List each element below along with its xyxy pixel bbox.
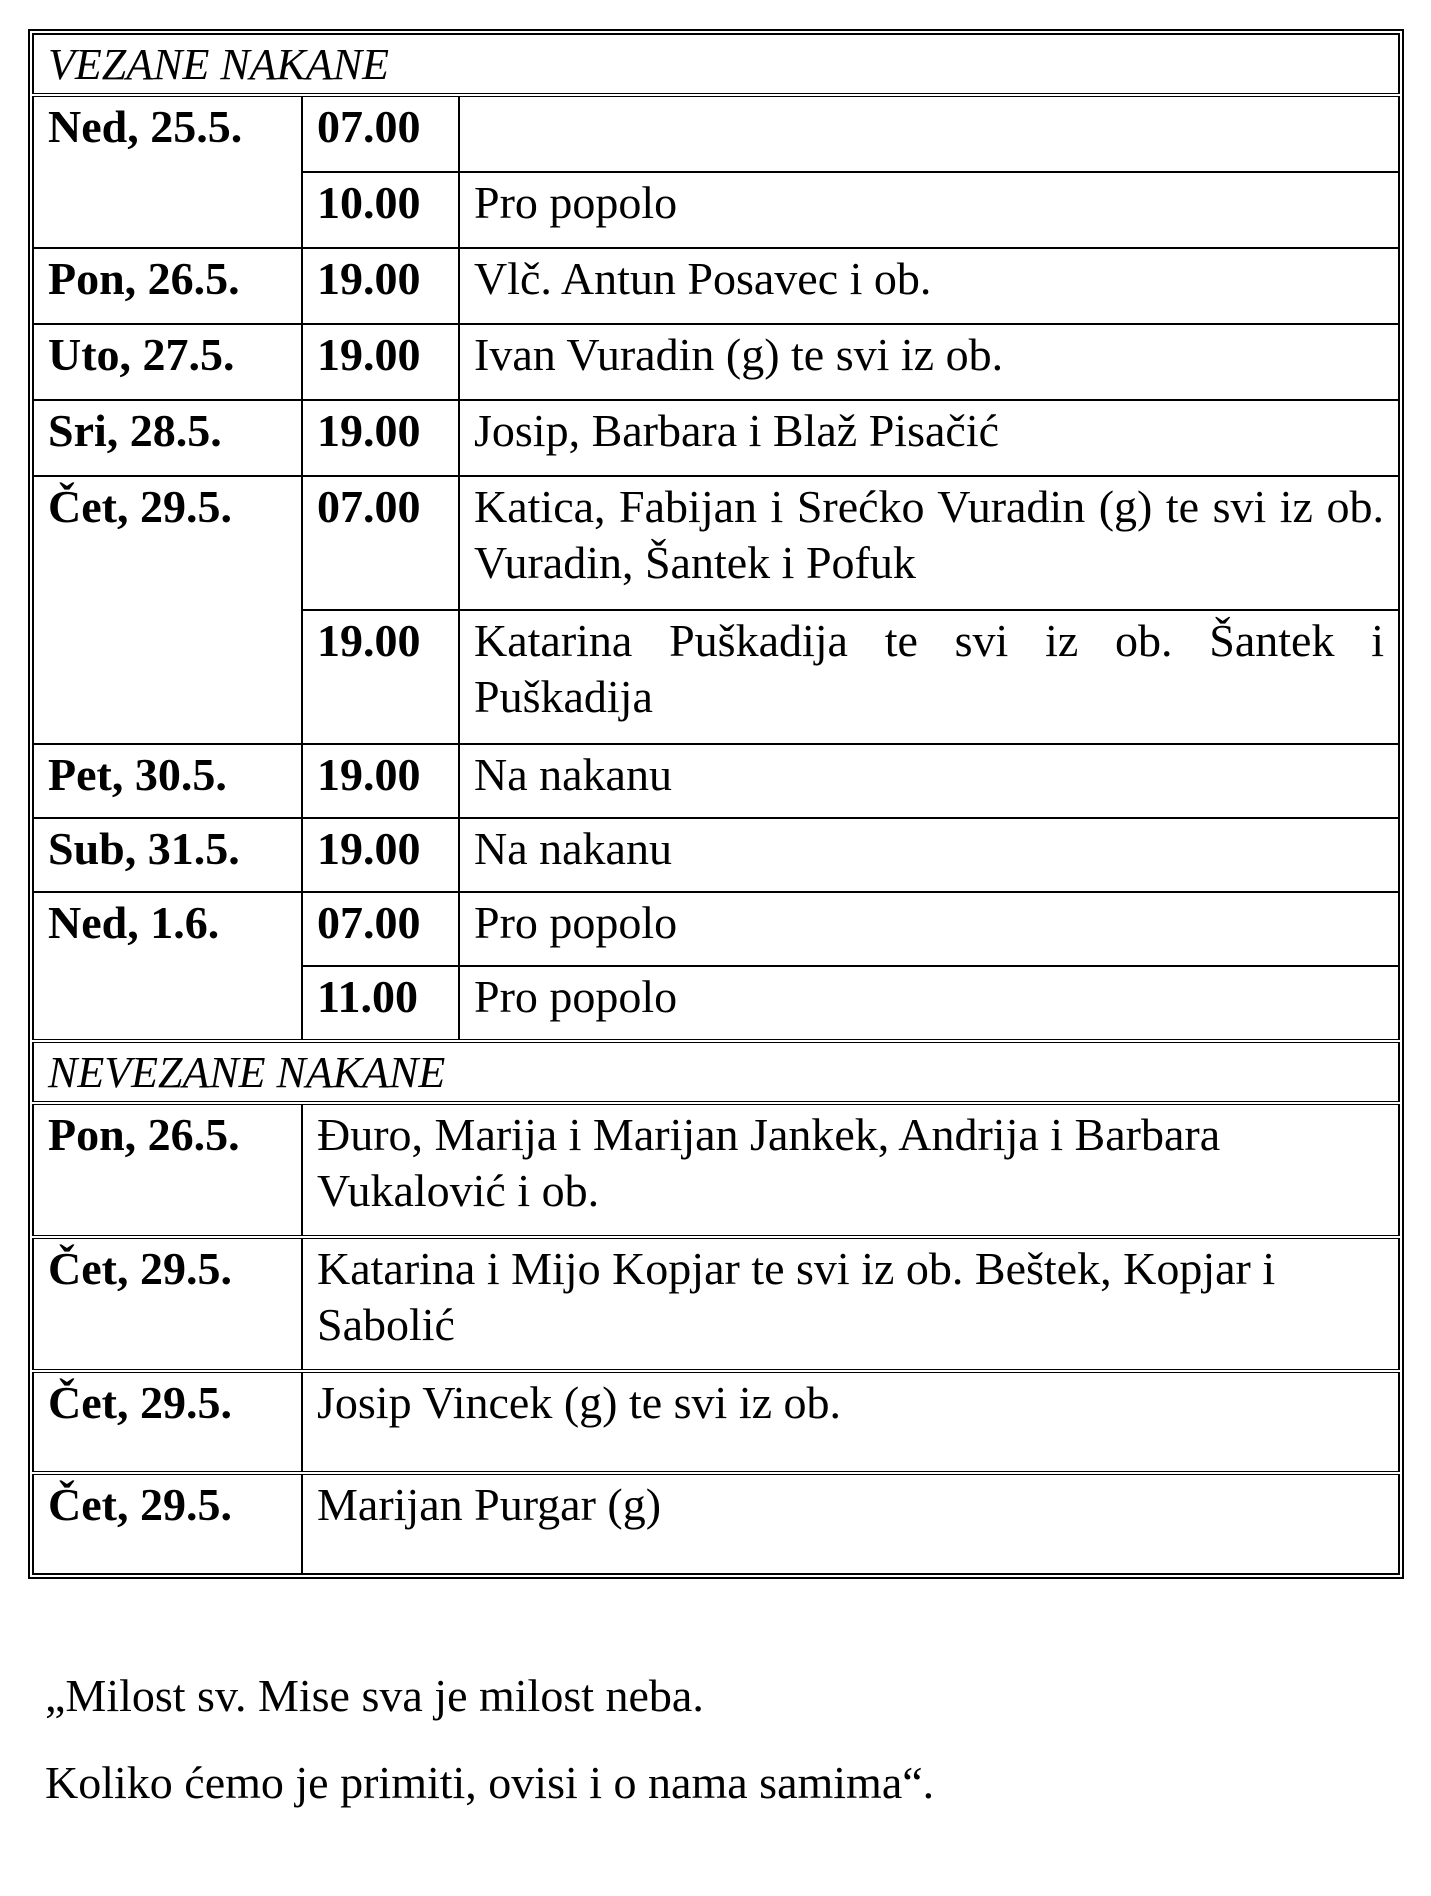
day-cell: Pon, 26.5.: [33, 248, 302, 324]
intent-cell: Pro popolo: [459, 966, 1399, 1041]
time-cell: 19.00: [302, 400, 459, 476]
intent-cell: Na nakanu: [459, 744, 1399, 818]
intent-cell: Josip, Barbara i Blaž Pisačić: [459, 400, 1399, 476]
quote-line-2: Koliko ćemo je primiti, ovisi i o nama samima“.: [45, 1757, 935, 1808]
day-cell: Čet, 29.5.: [33, 1237, 302, 1371]
table-row: [33, 324, 1399, 400]
table-row: [33, 248, 1399, 324]
time-cell: 19.00: [302, 324, 459, 400]
day-cell: Sri, 28.5.: [33, 400, 302, 476]
time-cell: 19.00: [302, 610, 459, 744]
day-cell: Pet, 30.5.: [33, 744, 302, 818]
intent-cell: Na nakanu: [459, 818, 1399, 892]
day-cell: Pon, 26.5.: [33, 1103, 302, 1237]
table-row: [33, 95, 1399, 172]
day-cell: Ned, 1.6.: [33, 892, 302, 1041]
intent-cell: Đuro, Marija i Marijan Jankek, Andrija i Barbara Vukalović i ob.: [302, 1103, 1399, 1237]
table-row: [33, 400, 1399, 476]
intent-cell: Marijan Purgar (g): [302, 1473, 1399, 1574]
section-heading-vezane: VEZANE NAKANE: [33, 34, 1399, 95]
time-cell: 07.00: [302, 95, 459, 172]
table-row: [33, 476, 1399, 610]
day-cell: Čet, 29.5.: [33, 476, 302, 744]
section-heading-row: [33, 1041, 1399, 1103]
day-cell: Ned, 25.5.: [33, 95, 302, 248]
table-row: [33, 1103, 1399, 1237]
time-cell: 19.00: [302, 818, 459, 892]
intentions-table-frame: [28, 29, 1404, 1579]
intent-cell: Katarina i Mijo Kopjar te svi iz ob. Beštek, Kopjar i Sabolić: [302, 1237, 1399, 1371]
table-row: [33, 1237, 1399, 1371]
day-cell: Uto, 27.5.: [33, 324, 302, 400]
intent-cell: [459, 95, 1399, 172]
section-heading-row: [33, 34, 1399, 95]
table-row: [33, 1473, 1399, 1574]
time-cell: 07.00: [302, 476, 459, 610]
intent-cell: Josip Vincek (g) te svi iz ob.: [302, 1371, 1399, 1473]
intent-cell: Pro popolo: [459, 172, 1399, 248]
time-cell: 19.00: [302, 744, 459, 818]
table-row: [33, 892, 1399, 966]
intent-cell: Ivan Vuradin (g) te svi iz ob.: [459, 324, 1399, 400]
table-row: [33, 1371, 1399, 1473]
intent-cell: Vlč. Antun Posavec i ob.: [459, 248, 1399, 324]
section-heading-nevezane: NEVEZANE NAKANE: [33, 1041, 1399, 1103]
intent-cell: Pro popolo: [459, 892, 1399, 966]
time-cell: 10.00: [302, 172, 459, 248]
quote-line-1: „Milost sv. Mise sva je milost neba.: [45, 1670, 704, 1721]
day-cell: Čet, 29.5.: [33, 1371, 302, 1473]
intent-cell: Katica, Fabijan i Srećko Vuradin (g) te svi iz ob. Vuradin, Šantek i Pofuk: [459, 476, 1399, 610]
time-cell: 11.00: [302, 966, 459, 1041]
mass-intentions-table: [32, 33, 1400, 1575]
day-cell: Sub, 31.5.: [33, 818, 302, 892]
table-row: [33, 744, 1399, 818]
time-cell: 19.00: [302, 248, 459, 324]
intent-cell: Katarina Puškadija te svi iz ob. Šantek i Puškadija: [459, 610, 1399, 744]
time-cell: 07.00: [302, 892, 459, 966]
day-cell: Čet, 29.5.: [33, 1473, 302, 1574]
table-row: [33, 818, 1399, 892]
